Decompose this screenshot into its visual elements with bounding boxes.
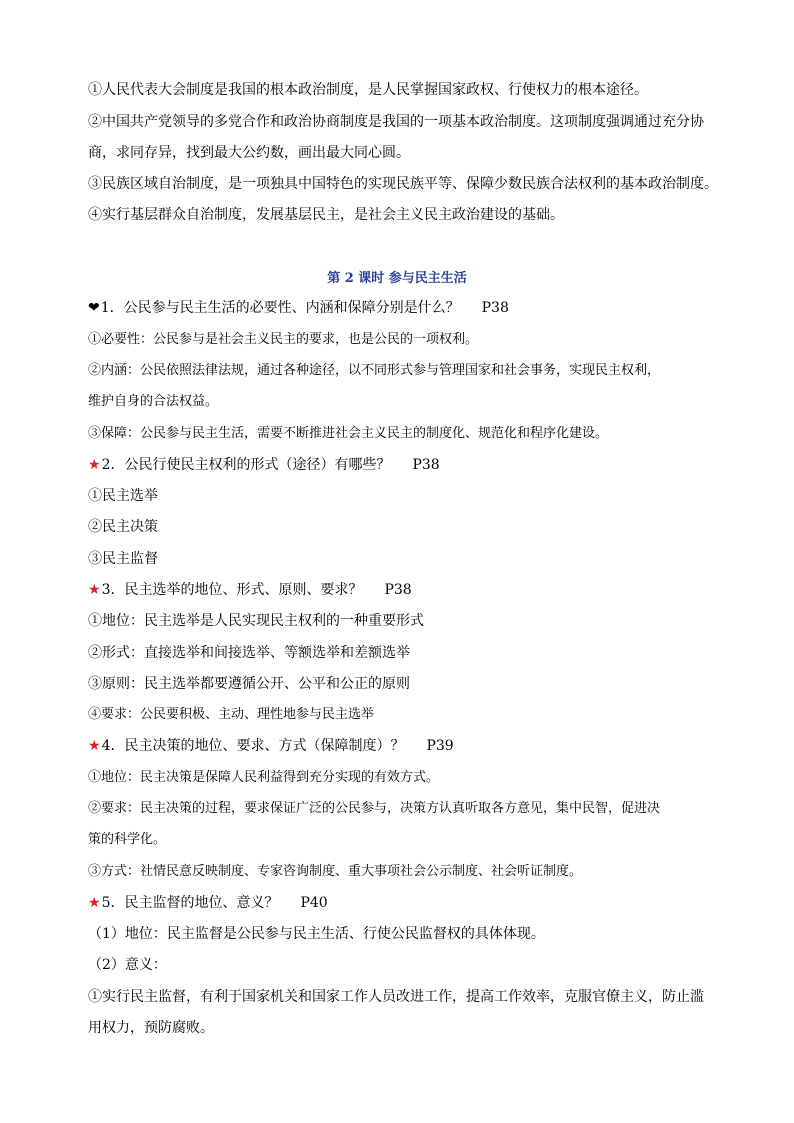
intro-line-3: 商，求同存异，找到最大公约数，画出最大同心圆。 <box>88 145 410 161</box>
page-ref: P39 <box>426 738 454 754</box>
question-5 <box>88 893 728 913</box>
question-3-text: 3．民主选举的地位、形式、原则、要求？ <box>101 582 363 598</box>
answer-line: ④要求：公民要积极、主动、理性地参与民主选举 <box>88 707 375 722</box>
answer-line: ①地位：民主决策是保障人民利益得到充分实现的有效方式。 <box>88 770 440 785</box>
page-ref: P38 <box>384 582 412 598</box>
intro-line-5: ④实行基层群众自治制度，发展基层民主，是社会主义民主政治建设的基础。 <box>88 207 564 223</box>
answer-line: 策的科学化。 <box>88 832 167 847</box>
question-4 <box>88 736 728 756</box>
intro-line-4: ③民族区域自治制度，是一项独具中国特色的实现民族平等、保障少数民族合法权利的基本政治制度。 <box>88 176 718 192</box>
answer-line: ①实行民主监督，有利于国家机关和国家工作人员改进工作，提高工作效率，克服官僚主义，防止滥 <box>88 989 704 1005</box>
answer-line: （1）地位：民主监督是公民参与民主生活、行使公民监督权的具体体现。 <box>88 926 545 942</box>
question-5-text: 5．民主监督的地位、意义？ <box>101 895 279 911</box>
question-3 <box>88 580 728 600</box>
answer-line: ③民主监督 <box>88 551 158 567</box>
answer-line: ③原则：民主选举都要遵循公开、公平和公正的原则 <box>88 676 410 692</box>
answer-line: （2）意义： <box>88 957 167 973</box>
page-ref: P38 <box>481 300 509 316</box>
answer-line: ③方式：社情民意反映制度、专家咨询制度、重大事项社会公示制度、社会听证制度。 <box>88 864 583 879</box>
answer-line: 用权力，预防腐败。 <box>88 1020 214 1036</box>
lesson-title: 第 2 课时 参与民主生活 <box>327 271 467 286</box>
question-1 <box>88 298 728 318</box>
answer-line: ②形式：直接选举和间接选举、等额选举和差额选举 <box>88 645 410 661</box>
intro-line-1: ①人民代表大会制度是我国的根本政治制度，是人民掌握国家政权、行使权力的根本途径。 <box>88 82 648 98</box>
heart-icon: ❤ <box>88 300 100 316</box>
answer-line: ②要求：民主决策的过程，要求保证广泛的公民参与，决策方认真听取各方意见，集中民智，促进决 <box>88 801 661 816</box>
question-2 <box>88 455 728 475</box>
star-icon: ★ <box>88 738 101 754</box>
answer-line: ③保障：公民参与民主生活，需要不断推进社会主义民主的制度化、规范化和程序化建设。 <box>88 426 609 441</box>
question-2-text: 2．公民行使民主权利的形式（途径）有哪些？ <box>101 457 391 473</box>
answer-line: 维护自身的合法权益。 <box>88 394 219 409</box>
star-icon: ★ <box>88 582 101 598</box>
question-1-text: 1．公民参与民主生活的必要性、内涵和保障分别是什么？ <box>100 300 460 316</box>
answer-line: ①必要性：公民参与是社会主义民主的要求，也是公民的一项权利。 <box>88 332 479 347</box>
intro-line-2: ②中国共产党领导的多党合作和政治协商制度是我国的一项基本政治制度。这项制度强调通过充分协 <box>88 114 704 130</box>
page-ref: P38 <box>412 457 440 473</box>
answer-line: ②内涵：公民依照法律法规，通过各种途径，以不同形式参与管理国家和社会事务，实现民主权利， <box>88 363 661 378</box>
page-ref: P40 <box>300 895 328 911</box>
answer-line: ①民主选举 <box>88 488 158 504</box>
star-icon: ★ <box>88 895 101 911</box>
question-4-text: 4．民主决策的地位、要求、方式（保障制度）？ <box>101 738 405 754</box>
star-icon: ★ <box>88 457 101 473</box>
answer-line: ①地位：民主选举是人民实现民主权利的一种重要形式 <box>88 613 424 629</box>
answer-line: ②民主决策 <box>88 519 158 535</box>
